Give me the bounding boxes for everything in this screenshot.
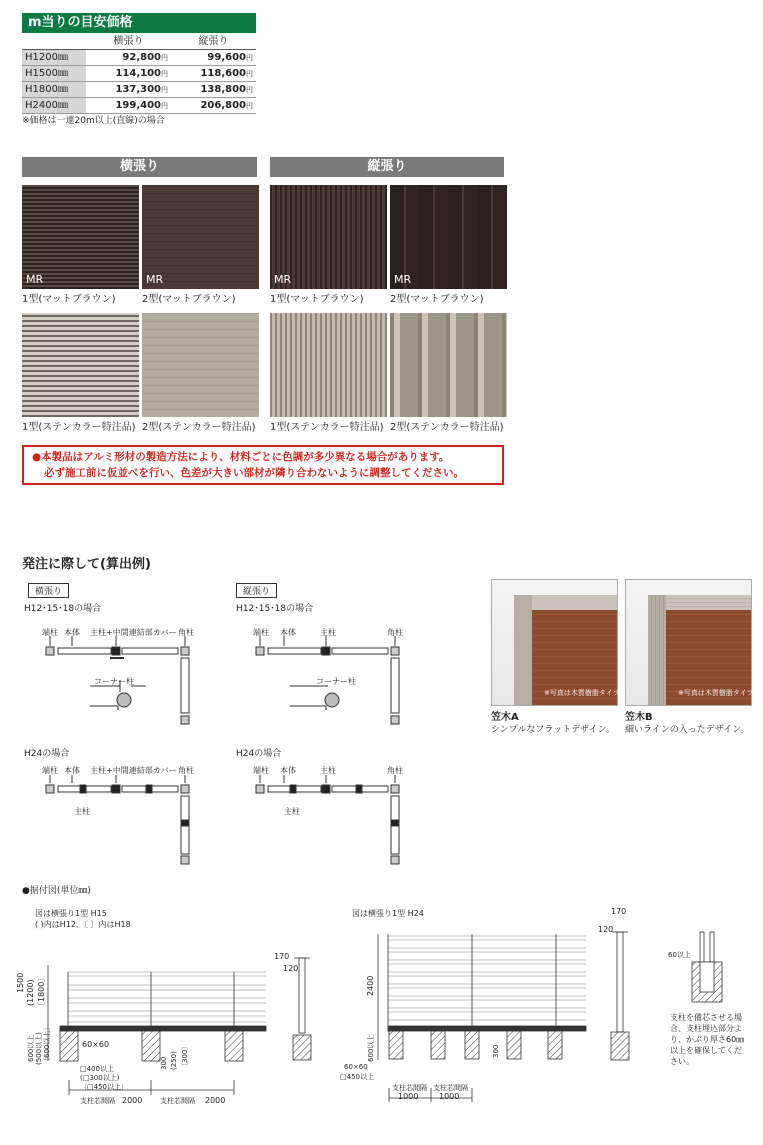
row-height: H2400㎜	[22, 98, 86, 114]
label-h24-left: H24の場合	[24, 749, 70, 759]
shubashira-label: 主柱	[320, 628, 336, 637]
span-label: 支柱芯間隔	[433, 1084, 468, 1092]
swatch-caption: 1型(ステンカラー特注品)	[270, 422, 384, 433]
row-height: H1800㎜	[22, 82, 86, 98]
kasagi-a-title: 笠木A	[491, 712, 519, 723]
label-tate: 縦張り	[236, 583, 277, 598]
shubashira-label: 主柱	[284, 807, 300, 816]
dim-60x60r: 60×60	[344, 1063, 368, 1071]
band-yoko: 横張り	[22, 157, 257, 177]
swatch-tate-2-sten	[390, 313, 507, 417]
row-height: H1200㎜	[22, 50, 86, 66]
kakubashira-label: 角柱	[387, 628, 403, 637]
span-label: 支柱芯間隔	[392, 1084, 427, 1092]
hontai-label: 本体	[64, 628, 80, 637]
tanbashira-label: 端柱	[42, 766, 58, 775]
warning-line-2: 必ず施工前に仮並べを行い、色差が大きい部材が隣り合わないように調整してください。	[44, 467, 464, 479]
kasagi-b-title: 笠木B	[625, 712, 653, 723]
swatch-yoko-1-brown	[22, 185, 139, 289]
dim-450r: □450以上	[340, 1073, 374, 1081]
dim-2400: 2400	[366, 975, 375, 996]
dim-250: (250)	[170, 1051, 178, 1070]
dim-2000: 2000	[205, 1096, 226, 1105]
price-tate: 118,600円	[171, 66, 256, 82]
warning-line-1: ●本製品はアルミ形材の製造方法により、材料ごとに色調が多少異なる場合があります。	[32, 451, 450, 463]
dim-60: 60以上	[668, 951, 691, 959]
swatch-caption: 2型(マットブラウン)	[390, 294, 484, 305]
dim-120: 120	[283, 964, 299, 973]
dim-450: 〔□450以上〕	[80, 1083, 128, 1091]
tanbashira-label: 端柱	[253, 766, 269, 775]
photo-note: ※写真は木質樹脂タイプ	[678, 689, 754, 697]
dim-1500: 1500	[16, 972, 25, 993]
swatch-caption: 2型(ステンカラー特注品)	[390, 422, 504, 433]
kakubashira-label: 角柱	[178, 766, 194, 775]
install-title: ●据付図(単位㎜)	[22, 886, 91, 896]
swatch-caption: 1型(マットブラウン)	[270, 294, 364, 305]
install-right-note: 図は横張り1型 H24	[352, 909, 424, 918]
corner-label: コーナー柱	[94, 677, 134, 686]
install-left-note2: ( )内はH12、〔 〕内はH18	[35, 920, 131, 929]
swatch-yoko-1-sten	[22, 313, 139, 417]
band-tate: 縦張り	[270, 157, 504, 177]
price-col-yoko: 横張り	[86, 34, 171, 50]
price-yoko: 199,400円	[86, 98, 171, 114]
dim-300c: 〔300〕	[181, 1042, 189, 1070]
hontai-label: 本体	[64, 766, 80, 775]
price-yoko: 114,100円	[86, 66, 171, 82]
dim-170: 170	[274, 952, 290, 961]
dim-1000: 1000	[398, 1092, 419, 1101]
table-row	[22, 50, 256, 66]
dim-1000: 1000	[439, 1092, 460, 1101]
kasagi-a-photo	[491, 579, 618, 706]
kasagi-a-desc: シンプルなフラットデザイン。	[491, 725, 615, 735]
swatch-caption: 2型(マットブラウン)	[142, 294, 236, 305]
price-note: ※価格は一連20m以上(直線)の場合	[22, 116, 165, 126]
table-row	[22, 98, 256, 114]
plan-diagrams	[20, 630, 440, 870]
table-row	[22, 82, 256, 98]
chukan-label: +中間連結部カバー	[106, 766, 177, 775]
swatch-caption: 2型(ステンカラー特注品)	[142, 422, 256, 433]
swatch-caption: 1型(マットブラウン)	[22, 294, 116, 305]
label-h12-left: H12･15･18の場合	[24, 604, 102, 614]
price-yoko: 137,300円	[86, 82, 171, 98]
dim-600: 600以上	[27, 1034, 35, 1062]
shubashira-label: 主柱	[90, 628, 106, 637]
shubashira-label: 主柱	[320, 766, 336, 775]
dim-600b: 〔600以上〕	[43, 1023, 51, 1065]
shubashira-label: 主柱	[90, 766, 106, 775]
tanbashira-label: 端柱	[253, 628, 269, 637]
swatch-yoko-2-sten	[142, 313, 259, 417]
swatch-tate-1-brown	[270, 185, 387, 289]
swatch-tate-2-brown	[390, 185, 507, 289]
corner-label: コーナー柱	[316, 677, 356, 686]
kakubashira-label: 角柱	[178, 628, 194, 637]
price-tate: 206,800円	[171, 98, 256, 114]
side-note: 支柱を備芯させる場合、支柱埋込部分より、かぶり厚さ60㎜以上を確保してください。	[670, 1013, 745, 1066]
table-row	[22, 66, 256, 82]
dim-60x60: 60×60	[82, 1040, 110, 1049]
photo-note: ※写真は木質樹脂タイプ	[544, 689, 620, 697]
swatch-caption: 1型(ステンカラー特注品)	[22, 422, 136, 433]
dim-400: □400以上	[80, 1065, 114, 1073]
mr-label: MR	[26, 273, 44, 286]
price-tate: 99,600円	[171, 50, 256, 66]
price-corner	[22, 34, 86, 50]
swatch-yoko-2-brown	[142, 185, 259, 289]
chukan-label: +中間連結部カバー	[106, 628, 177, 637]
span-label: 支柱芯間隔	[80, 1097, 115, 1105]
dim-300b: 300	[160, 1056, 168, 1070]
color-warning	[22, 445, 504, 485]
label-h24-right: H24の場合	[236, 749, 282, 759]
hontai-label: 本体	[280, 766, 296, 775]
swatch-tate-1-sten	[270, 313, 387, 417]
dim-300r: 300	[492, 1044, 500, 1058]
mr-label: MR	[274, 273, 292, 286]
price-title: m当りの目安価格	[22, 13, 256, 33]
kasagi-b-photo	[625, 579, 752, 706]
install-left-note1: 図は横張り1型 H15	[35, 909, 107, 918]
kasagi-b-desc: 細いラインの入ったデザイン。	[625, 725, 750, 735]
tanbashira-label: 端柱	[42, 628, 58, 637]
mr-label: MR	[146, 273, 164, 286]
dim-1200: (1200)	[26, 979, 35, 1006]
label-h12-right: H12･15･18の場合	[236, 604, 314, 614]
dim-600r: 600以上	[367, 1034, 375, 1062]
row-height: H1500㎜	[22, 66, 86, 82]
span-label: 支柱芯間隔	[160, 1097, 195, 1105]
kakubashira-label: 角柱	[387, 766, 403, 775]
price-yoko: 92,800円	[86, 50, 171, 66]
order-title: 発注に際して(算出例)	[22, 557, 151, 572]
dim-500: (500以上)	[35, 1032, 43, 1065]
dim-1800: 〔1800〕	[37, 973, 46, 1010]
dim-170r: 170	[611, 907, 627, 916]
price-table	[22, 34, 256, 114]
price-col-tate: 縦張り	[171, 34, 256, 50]
dim-120r: 120	[598, 925, 614, 934]
price-tate: 138,800円	[171, 82, 256, 98]
dim-300: (□300以上)	[80, 1074, 120, 1082]
hontai-label: 本体	[280, 628, 296, 637]
dim-2000: 2000	[122, 1096, 143, 1105]
mr-label: MR	[394, 273, 412, 286]
shubashira-label: 主柱	[74, 807, 90, 816]
label-yoko: 横張り	[28, 583, 69, 598]
